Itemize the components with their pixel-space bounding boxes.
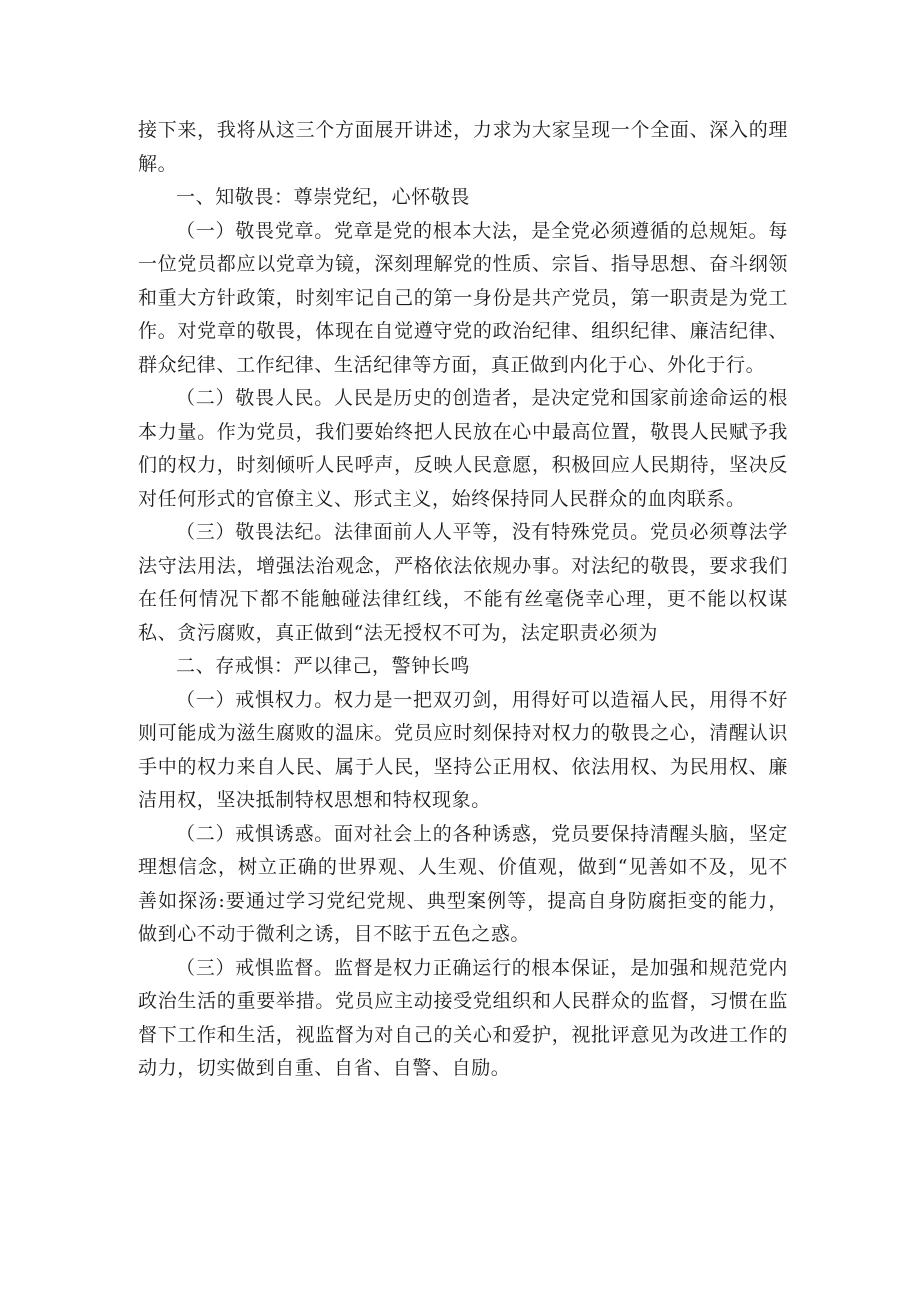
section-heading-2: 二、存戒惧：严以律己，警钟长鸣 bbox=[176, 655, 471, 677]
paragraph-caution-power: （一）戒惧权力。权力是一把双刃剑，用得好可以造福人民，用得不好则可能成为滋生腐败的温床。党员应时刻保持对权力的敬畏之心，清醒认识手中的权力来自人民、属于人民，坚持公正用权、依法用权、为民用权、廉洁用权，坚决抵制特权思想和特权现象。 bbox=[138, 688, 788, 811]
paragraph-caution-temptation: （二）戒惧诱惑。面对社会上的各种诱惑，党员要保持清醒头脑，坚定理想信念，树立正确的世界观、人生观、价值观，做到“见善如不及，见不善如探汤:要通过学习党纪党规、典型案例等，提高自身防腐拒变的能力，做到心不动于微利之诱，目不眩于五色之惑。 bbox=[138, 822, 788, 945]
paragraph-revere-people: （二）敬畏人民。人民是历史的创造者，是决定党和国家前途命运的根本力量。作为党员，我们要始终把人民放在心中最高位置，敬畏人民赋予我们的权力，时刻倾听人民呼声，反映人民意愿，积极回应人民期待，坚决反对任何形式的官僚主义、形式主义，始终保持同人民群众的血肉联系。 bbox=[138, 387, 788, 510]
intro-paragraph: 接下来，我将从这三个方面展开讲述，力求为大家呈现一个全面、深入的理解。 bbox=[138, 119, 788, 175]
paragraph-revere-law: （三）敬畏法纪。法律面前人人平等，没有特殊党员。党员必须尊法学法守法用法，增强法治观念，严格依法依规办事。对法纪的敬畏，要求我们在任何情况下都不能触碰法律红线，不能有丝毫侥幸心理，更不能以权谋私、贪污腐败，真正做到“法无授权不可为，法定职责必须为 bbox=[138, 521, 788, 644]
paragraph-caution-supervision: （三）戒惧监督。监督是权力正确运行的根本保证，是加强和规范党内政治生活的重要举措。党员应主动接受党组织和人民群众的监督，习惯在监督下工作和生活，视监督为对自己的关心和爱护，视批评意见为改进工作的动力，切实做到自重、自省、自警、自励。 bbox=[138, 956, 788, 1079]
paragraph-revere-party-constitution: （一）敬畏党章。党章是党的根本大法，是全党必须遵循的总规矩。每一位党员都应以党章为镜，深刻理解党的性质、宗旨、指导思想、奋斗纲领和重大方针政策，时刻牢记自己的第一身份是共产党员，第一职责是为党工作。对党章的敬畏，体现在自觉遵守党的政治纪律、组织纪律、廉洁纪律、群众纪律、工作纪律、生活纪律等方面，真正做到内化于心、外化于行。 bbox=[138, 219, 788, 376]
document-body bbox=[138, 114, 788, 1086]
section-heading-1: 一、知敬畏：尊崇党纪，心怀敬畏 bbox=[176, 186, 471, 208]
